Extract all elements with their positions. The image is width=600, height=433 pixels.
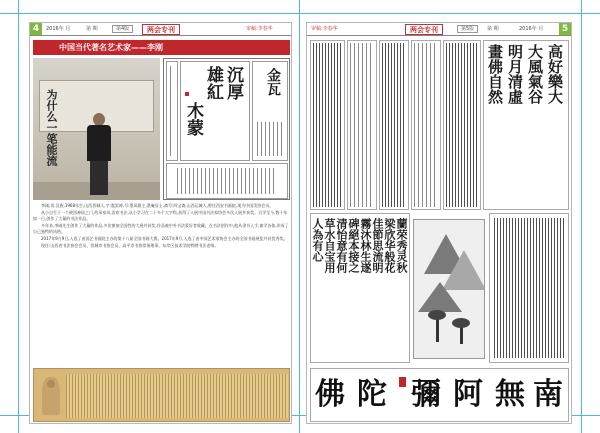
calligraphy-column[interactable] <box>443 40 481 210</box>
header-issue: 第 期 <box>86 26 98 32</box>
poem-col: 霧沐林生遂 <box>359 218 372 273</box>
header-date: 2016年 月 <box>46 26 71 32</box>
calligraphy-panel <box>163 58 290 200</box>
calligraphy-column[interactable] <box>310 40 345 210</box>
article-banner: 中国当代著名艺术家——李刚 <box>33 40 290 55</box>
callig-char: 阿 <box>453 377 483 412</box>
layout-guide <box>299 0 300 433</box>
paragraph: 李刚,男,汉族,1968年生,山西晋城人,字:震雷神,号:墨风殿主,墨庵居士,斋号:四宝斋,山西运城人,曾任西安书画院,现为中国美协会员。 <box>41 203 274 208</box>
tree-icon <box>436 316 439 342</box>
poem-col: 蘭荣秀灵秋 <box>395 218 408 273</box>
brand-logo: 两会专刊 <box>405 24 443 35</box>
callig-char: 無 <box>495 377 525 412</box>
poem-calligraphy[interactable] <box>310 213 410 363</box>
layout-guide <box>581 0 582 433</box>
header-editor: 审稿:李春华 <box>246 26 273 32</box>
callig-col: 金瓦 <box>265 68 281 96</box>
calligraphy-strip <box>166 163 288 199</box>
paragraph: 从小自生于一个陕西神仙之门,幼承家风,喜欢书法,从小学习在二十多个大字科,获得了入展中国书法家协会多次入展并获奖。自学至今,数十年如一日,创作了大量的书法作品。 <box>33 210 288 221</box>
poem-col: 草水自宝用 <box>323 218 336 273</box>
header-issue: 第 期 <box>487 26 499 32</box>
callig-col: 沉厚 <box>223 66 243 100</box>
horizontal-scroll-artwork[interactable] <box>33 368 290 422</box>
callig-col: 雄紅 <box>203 66 223 100</box>
callig-col: 大風氣谷 <box>526 44 544 104</box>
article-body <box>33 203 290 365</box>
layout-guide <box>18 0 19 433</box>
calligraphy-large-scroll[interactable] <box>483 40 569 210</box>
seal-icon <box>399 377 406 387</box>
brand-logo: 两会专刊 <box>142 24 180 35</box>
calligraphy-block[interactable] <box>489 213 569 363</box>
poem-col: 梁欣华般花 <box>383 218 396 273</box>
scroll-text: 为什么一笔能流 <box>45 89 58 166</box>
artist-photo[interactable] <box>33 58 160 200</box>
page-header <box>307 23 571 36</box>
callig-char: 南 <box>533 377 563 412</box>
scroll-calligraphy <box>66 374 288 418</box>
poem-col: 人為有心 <box>311 218 324 262</box>
page-header <box>30 23 291 36</box>
artist-figure <box>85 113 113 195</box>
poem-col: 佳節思流明 <box>371 218 384 273</box>
calligraphy-column[interactable] <box>411 40 441 210</box>
paragraph: 现任:山西省书法协会会员、晋城市书协会员、高平市书协常务理事、东岸区技术学院特聘书法老师。 <box>41 243 219 248</box>
paragraph: 2017年9月9日,入选了由国艺书画院主办的第十八届全国书画大赛。2017年9月,入选了由中国艺术家协会主办的全国书画展览并获优秀奖。 <box>41 236 288 241</box>
page-number: 4 <box>30 23 42 35</box>
landscape-painting[interactable] <box>413 219 485 359</box>
callig-col: 明月清虛 <box>506 44 524 104</box>
calligraphy-column[interactable] <box>379 40 409 210</box>
callig-char: 陀 <box>357 377 387 412</box>
callig-char: 彌 <box>411 377 441 412</box>
callig-col: 木蒙 <box>183 102 203 136</box>
left-page[interactable] <box>29 22 292 424</box>
header-section: 第5版 <box>457 25 478 33</box>
header-editor: 审稿:李春华 <box>311 26 338 32</box>
page-number: 5 <box>559 23 571 35</box>
calligraphy-column[interactable] <box>347 40 377 210</box>
poem-col: 清怡意有何 <box>335 218 348 273</box>
mountain-shape <box>418 282 462 312</box>
horizontal-calligraphy[interactable] <box>310 368 569 422</box>
poem-col: 碑絕本接之 <box>347 218 360 273</box>
callig-char: 佛 <box>315 377 345 412</box>
header-section: 第4版 <box>112 25 133 33</box>
paragraph: 多年来,李刚先生创作了大量的作品,多次参加全国性的大展并获奖,作品被中外书法爱好者收藏。在书法创作中,他从隶书入手,兼学各体,形成了自己独特的风格。 <box>33 223 289 234</box>
callig-col: 高好樂大 <box>546 44 564 104</box>
main-calligraphy[interactable] <box>180 61 250 161</box>
callig-col: 畫佛自然 <box>486 44 504 104</box>
buddha-figure-icon <box>42 377 60 415</box>
right-page[interactable] <box>306 22 572 424</box>
calligraphy-strip <box>166 61 178 161</box>
seal-icon <box>185 92 189 96</box>
tree-icon <box>460 324 463 344</box>
calligraphy-strip <box>252 61 288 161</box>
header-date: 2016年 月 <box>519 26 544 32</box>
layout-guide <box>0 13 600 14</box>
